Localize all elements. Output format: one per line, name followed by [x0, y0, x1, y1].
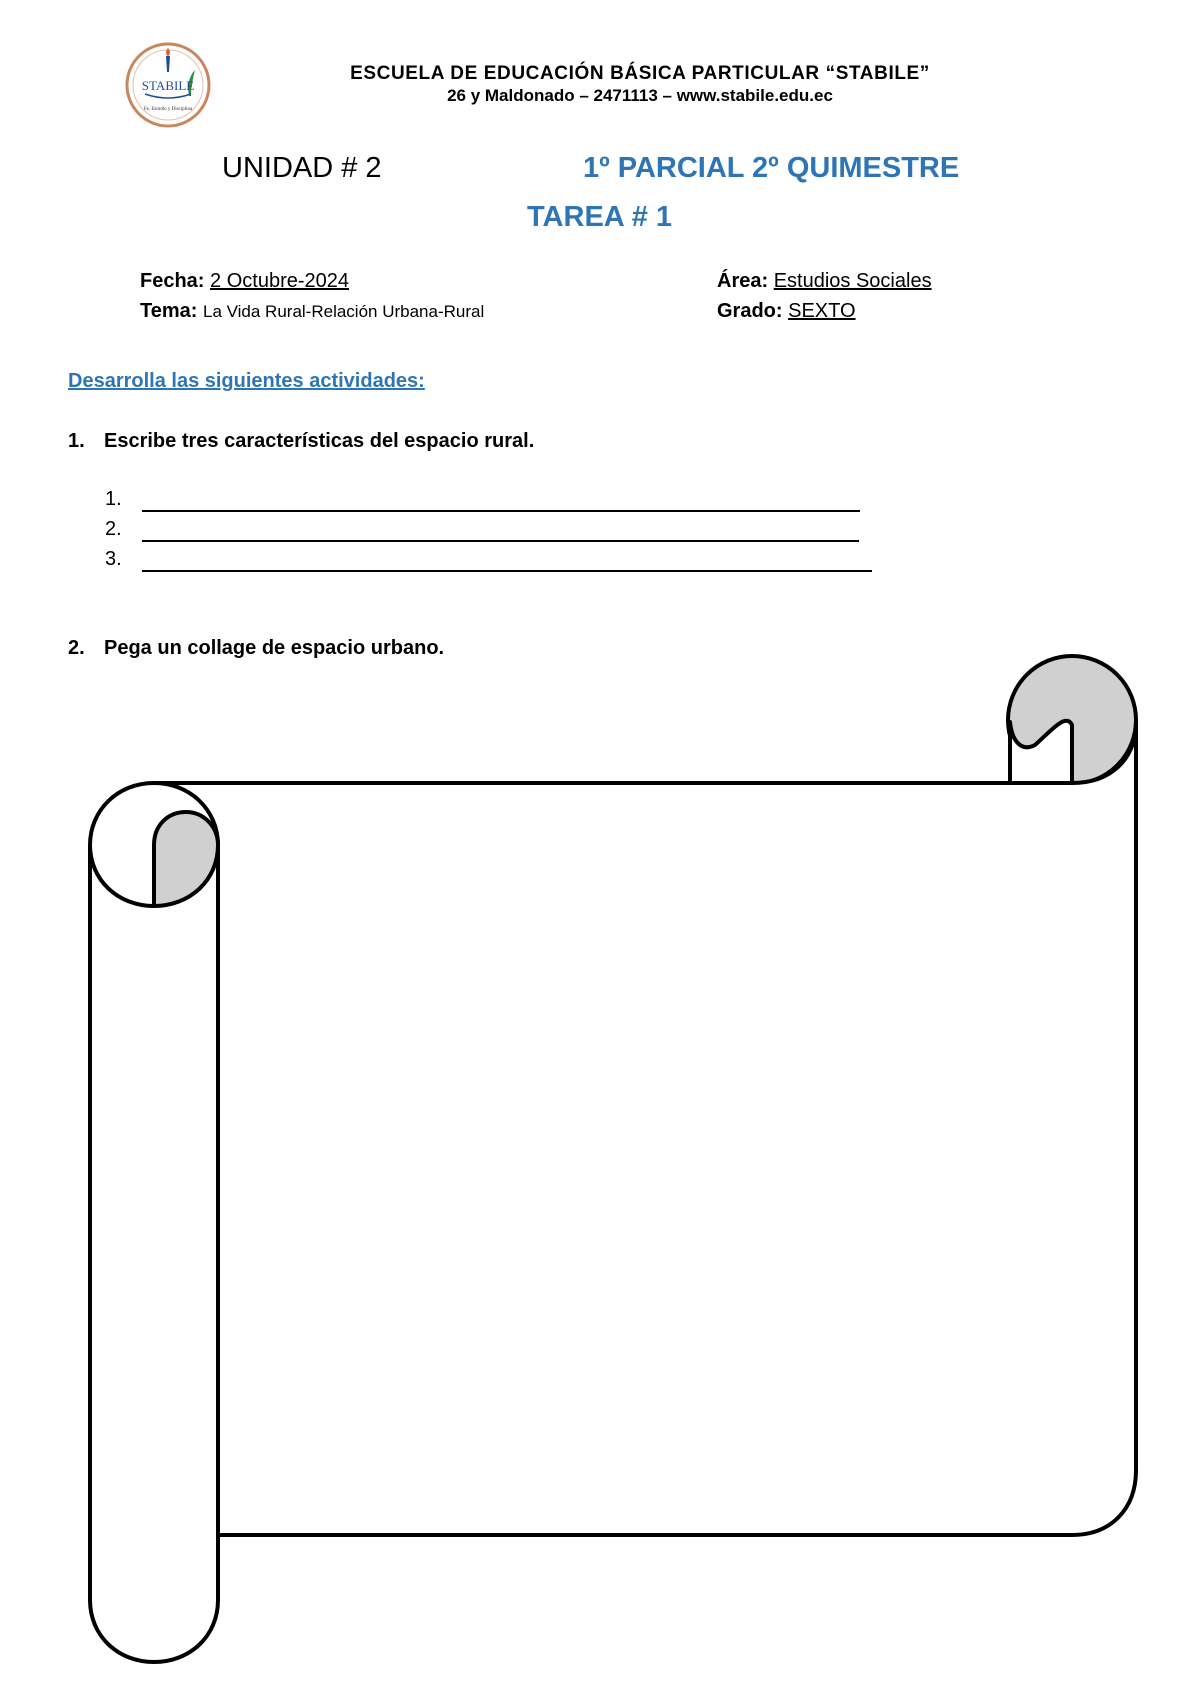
question-number: 2.: [68, 637, 85, 659]
scroll-left-roll: [90, 783, 218, 1662]
scroll-sheet: [154, 722, 1136, 1535]
logo-text: STABILE: [141, 78, 195, 93]
unit-title: UNIDAD # 2: [222, 152, 382, 184]
answer-number: 1.: [105, 488, 122, 510]
topic-value: La Vida Rural-Relación Urbana-Rural: [202, 302, 485, 321]
task-title: TAREA # 1: [527, 201, 673, 233]
question-text: Escribe tres características del espacio rural.: [104, 430, 535, 452]
partial-title: 1º PARCIAL 2º QUIMESTRE: [583, 152, 960, 184]
school-name: ESCUELA DE EDUCACIÓN BÁSICA PARTICULAR “STABILE”: [350, 63, 930, 84]
logo-motto: Fe, Estudio y Disciplina: [143, 107, 193, 112]
school-address: 26 y Maldonado – 2471113 – www.stabile.edu.ec: [447, 86, 833, 105]
grade-value: SEXTO: [788, 300, 856, 322]
date-value: 2 Octubre-2024: [210, 270, 350, 292]
question-number: 1.: [68, 430, 85, 452]
answer-number: 3.: [105, 548, 122, 570]
answer-number: 2.: [105, 518, 122, 540]
grade-label: Grado:: [717, 300, 783, 322]
question-text: Pega un collage de espacio urbano.: [104, 637, 445, 659]
area-value: Estudios Sociales: [773, 270, 932, 292]
topic-label: Tema:: [140, 300, 198, 322]
area-label: Área:: [717, 270, 769, 292]
date-label: Fecha:: [140, 270, 205, 292]
instructions-heading: Desarrolla las siguientes actividades:: [68, 370, 425, 392]
